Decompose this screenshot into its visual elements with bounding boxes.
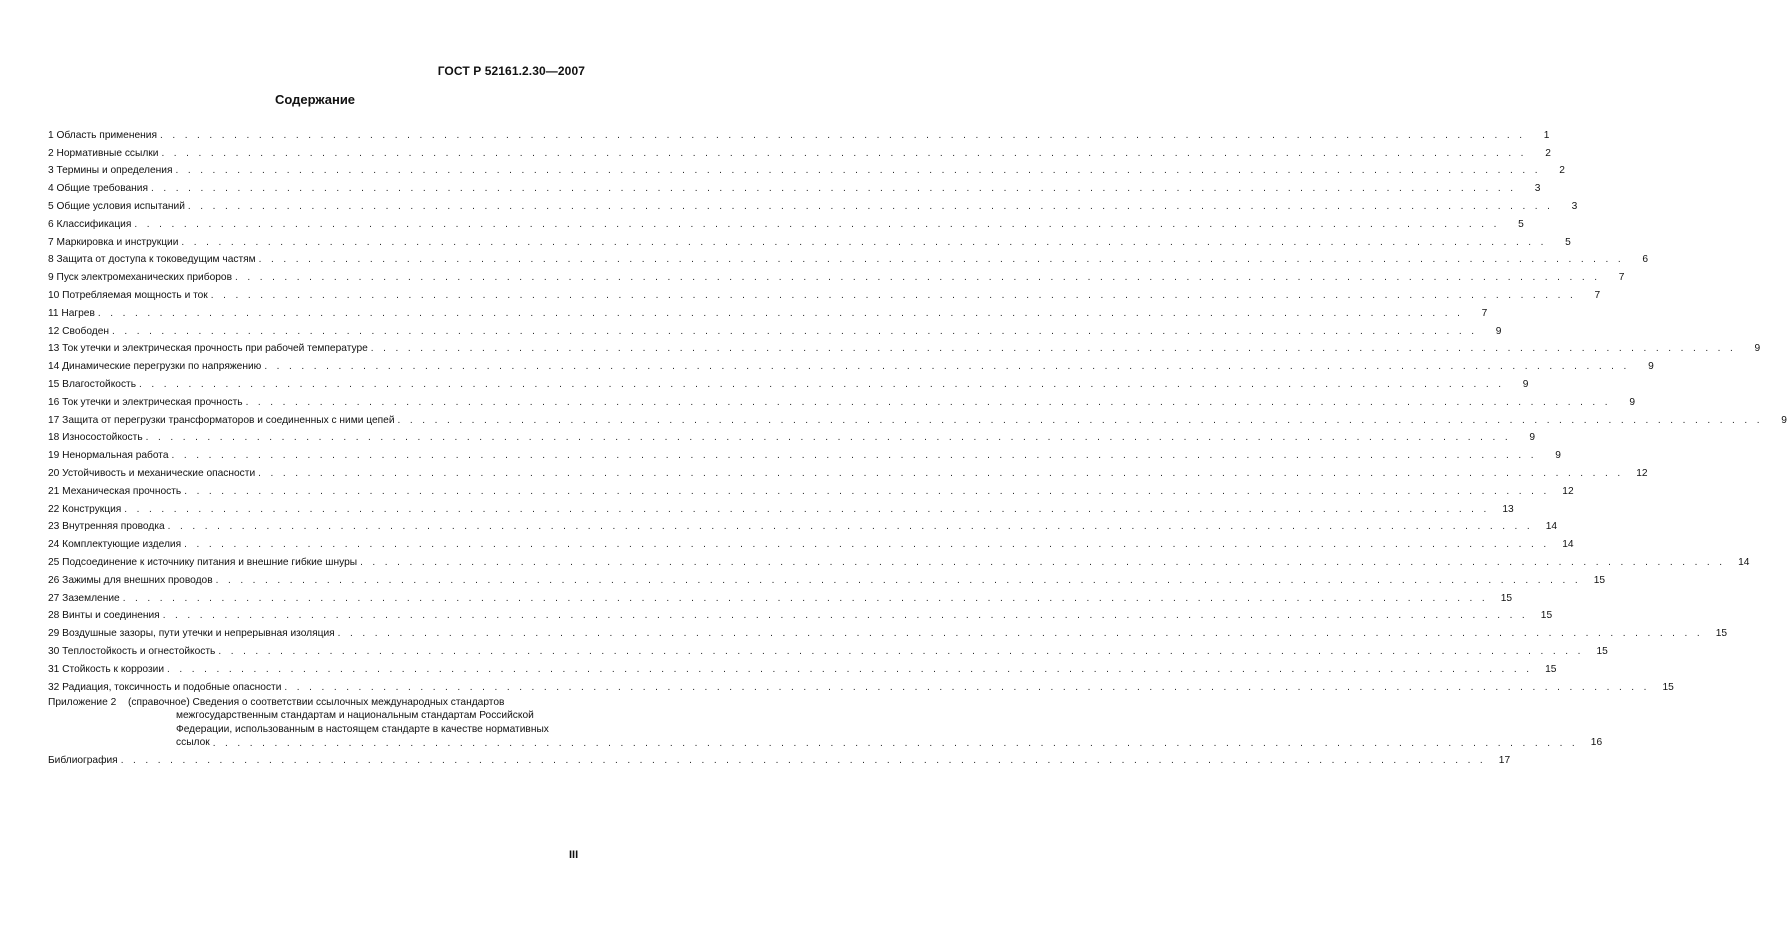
toc-entry-page: 15 [1593,574,1606,586]
toc-entry-title: 31 Стойкость к коррозии [48,663,165,675]
toc-entry-page: 16 [1590,737,1603,748]
toc-entry[interactable] [48,320,1502,338]
toc-entry-title: 16 Ток утечки и электрическая прочность [48,396,243,408]
toc-entry[interactable] [48,533,1574,551]
toc-entry-page: 15 [1662,681,1674,693]
toc-entry-title: 6 Классификация [48,218,132,230]
toc-entry-page: 2 [1545,147,1551,159]
toc-entry-title: 11 Нагрев [48,307,95,319]
toc-entry-title: 1 Область применения [48,129,157,141]
toc-entry-page: 7 [1618,272,1625,284]
leader-dots [151,183,1516,195]
leader-dots [163,610,1528,622]
toc-entry-page: 14 [1545,521,1558,533]
toc-entry[interactable] [48,444,1561,462]
leader-dots [112,326,1477,338]
leader-dots [338,628,1703,640]
toc-entry-title: 4 Общие требования [48,183,149,195]
appendix-line: межгосударственным стандартам и национальным стандартам Российской [176,710,534,721]
toc-entry-title: 27 Заземление [48,592,120,604]
leader-dots [134,219,1499,231]
leader-dots [184,539,1549,551]
toc-entry-title: 26 Зажимы для внешних проводов [48,574,213,586]
toc-entry-title: 21 Механическая прочность [48,485,182,497]
toc-entry-title: 28 Винты и соединения [48,610,160,622]
leader-dots [172,450,1537,462]
toc-entry[interactable] [48,160,1565,178]
toc-entry-page: 9 [1522,378,1529,390]
leader-dots [235,272,1600,284]
appendix-label: Приложение 2 [48,696,117,708]
toc-entry-page: 13 [1502,503,1514,515]
leader-dots [371,343,1736,355]
toc-entry-page: 15 [1500,592,1513,604]
appendix-line: ссылок [176,737,210,748]
toc-entry-title: 10 Потребляемая мощность и ток [48,289,208,301]
leader-dots [167,664,1532,676]
leader-dots [213,738,1578,750]
leader-dots [284,682,1649,694]
toc-entry[interactable] [48,516,1558,534]
toc-entry-page: 6 [1642,254,1649,266]
toc-entry-title: 5 Общие условия испытаний [48,200,185,212]
toc-entry-page: 15 [1540,610,1553,622]
leader-dots [139,379,1504,391]
toc-entry-title: 12 Свободен [48,325,109,337]
toc-entry[interactable] [48,284,1601,302]
toc-entry[interactable] [48,195,1578,213]
toc-entry-page: 3 [1534,183,1541,195]
toc-entry-title: 7 Маркировка и инструкции [48,236,179,248]
leader-dots [160,130,1525,142]
toc-entry-title: 14 Динамические перегрузки по напряжению [48,361,262,373]
appendix-line: (справочное) Сведения о соответствии ссылочных международных стандартов [128,696,505,708]
toc-entry-page: 12 [1562,485,1574,497]
toc-entry-page: 9 [1529,432,1536,444]
toc-entry-title: 29 Воздушные зазоры, пути утечки и непрерывная изоляция [48,628,335,640]
document-code: ГОСТ Р 52161.2.30—2007 [437,64,585,78]
leader-dots [121,755,1486,767]
leader-dots [188,201,1553,213]
leader-dots [216,575,1581,587]
toc-entry-page: 3 [1571,200,1578,212]
toc-entry[interactable] [48,622,1728,640]
toc-entry-title: 13 Ток утечки и электрическая прочность при рабочей температуре [48,343,368,355]
toc-entry[interactable] [48,231,1571,249]
toc-entry-page: 12 [1636,467,1648,479]
toc-entry[interactable] [48,498,1514,516]
toc-entry-title: 20 Устойчивость и механические опасности [48,467,256,479]
appendix-description [128,696,1602,750]
toc-entry-page: 2 [1559,165,1565,177]
toc-entry[interactable] [48,391,1635,409]
leader-dots [259,254,1624,266]
toc-entry-page: 7 [1594,289,1601,301]
toc-entry-page: 9 [1754,343,1761,355]
toc-entry-page: 9 [1629,396,1635,408]
toc-entry[interactable] [48,551,1750,569]
toc-entry-page: 7 [1481,307,1488,319]
toc-entry-title: Библиография [48,755,118,767]
toc-entry-title: 24 Комплектующие изделия [48,539,182,551]
toc-entry[interactable] [48,569,1606,587]
toc-appendix-entry[interactable] [48,696,1603,750]
toc-entry[interactable] [48,480,1574,498]
toc-entry[interactable] [48,249,1649,267]
toc-entry[interactable] [48,409,1787,427]
leader-dots [123,593,1488,605]
leader-dots [161,148,1526,160]
toc-entry-title: 32 Радиация, токсичность и подобные опасности [48,681,282,693]
toc-entry-title: 9 Пуск электромеханических приборов [48,272,232,284]
toc-entry[interactable] [48,355,1654,373]
toc-entry-title: 22 Конструкция [48,503,122,515]
page-number: III [569,849,579,861]
leader-dots [258,468,1623,480]
toc-entry-page: 15 [1715,628,1728,640]
toc-entry[interactable] [48,676,1674,694]
toc-entry-page: 15 [1596,645,1608,657]
leader-dots [181,237,1546,249]
table-of-contents [48,124,1787,767]
leader-dots [246,397,1611,409]
leader-dots [218,646,1583,658]
toc-entry-page: 9 [1495,325,1502,337]
toc-entry-title: 23 Внутренняя проводка [48,521,165,533]
toc-entry-title: 8 Защита от доступа к токоведущим частям [48,254,256,266]
toc-entry[interactable] [48,462,1648,480]
toc-entry-page: 17 [1498,755,1511,767]
toc-entry[interactable] [48,142,1551,160]
toc-entry-page: 1 [1543,129,1550,141]
leader-dots [211,290,1576,302]
appendix-line: Федерации, использованным в настоящем стандарте в качестве нормативных [176,723,549,735]
leader-dots [124,504,1489,516]
toc-entry[interactable] [48,124,1550,142]
leader-dots [98,308,1463,320]
toc-entry-page: 14 [1738,556,1750,568]
leader-dots [360,557,1725,569]
toc-entry[interactable] [48,302,1488,320]
toc-entry-title: 30 Теплостойкость и огнестойкость [48,645,216,657]
leader-dots [398,415,1763,427]
appendix-last-line [128,736,1602,750]
toc-entry[interactable] [48,177,1541,195]
toc-entry-title: 3 Термины и определения [48,165,173,177]
toc-title: Содержание [274,92,356,107]
toc-entry-page: 15 [1545,663,1557,675]
toc-entry-title: 17 Защита от перегрузки трансформаторов и соединенных с ними цепей [48,414,395,426]
toc-entry[interactable] [48,266,1625,284]
toc-entry-page: 9 [1648,361,1654,373]
leader-dots [264,361,1629,373]
toc-entry[interactable] [48,338,1761,356]
toc-entry[interactable] [48,658,1557,676]
toc-entry-page: 9 [1781,414,1787,426]
leader-dots [184,486,1549,498]
toc-entry[interactable] [48,587,1513,605]
leader-dots [175,165,1540,177]
toc-entry[interactable] [48,605,1553,623]
toc-entry[interactable] [48,213,1524,231]
toc-entry-page: 14 [1562,539,1574,551]
toc-entry[interactable] [48,640,1608,658]
toc-entry-title: 25 Подсоединение к источнику питания и внешние гибкие шнуры [48,556,358,568]
toc-entry-bibliography[interactable] [48,750,1511,768]
toc-entry-page: 5 [1565,236,1571,248]
toc-entry[interactable] [48,427,1536,445]
toc-entry-title: 2 Нормативные ссылки [48,147,159,159]
leader-dots [168,521,1533,533]
toc-entry-title: 15 Влагостойкость [48,378,137,390]
toc-entry-page: 5 [1518,218,1524,230]
toc-entry[interactable] [48,373,1529,391]
leader-dots [146,432,1511,444]
toc-entry-title: 19 Ненормальная работа [48,450,169,462]
toc-entry-title: 18 Износостойкость [48,432,143,444]
toc-entry-page: 9 [1555,450,1561,462]
